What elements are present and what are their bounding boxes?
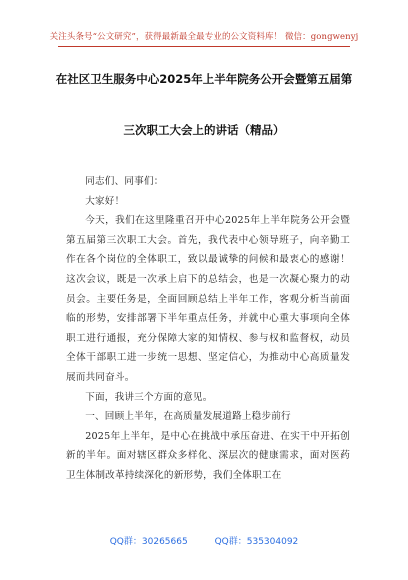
paragraph-review: 2025年上半年，是中心在挑战中承压奋进、在实干中开拓创新的半年。面对辖区群众多样化、深层次的健康需求，面对医药卫生体制改革持续深化的新形势，我们全体职工在 bbox=[66, 430, 350, 481]
footer-qq-group-2: QQ群：535304092 bbox=[214, 537, 299, 547]
document-title-line-1: 在社区卫生服务中心2025年上半年院务公开会暨第五届第 bbox=[55, 72, 353, 86]
header-notice: 关注头条号“公文研究”，获得最新最全最专业的公文资料库！ 微信：gongwenyj bbox=[49, 32, 359, 42]
header-divider bbox=[58, 46, 350, 47]
paragraph-salutation: 同志们、同事们： bbox=[85, 176, 164, 187]
footer-contacts bbox=[0, 534, 408, 547]
document-body bbox=[66, 172, 350, 486]
paragraph-opening: 今天，我们在这里隆重召开中心2025年上半年院务公开会暨第五届第三次职工大会。首先，我代表中心领导班子，向辛勤工作在各个岗位的全体职工，致以最诚挚的问候和最衷心的感谢！这次会议，既是一次承上启下的总结会，也是一次凝心聚力的动员会。主要任务是，全面回顾总结上半年工作，客观分析当前面临的形势，安排部署下半年重点任务，并就中心重大事项向全体职工进行通报，充分保障大家的知情权、参与权和监督权，动员全体干部职工进一步统一思想、坚定信心，为推动中心高质量发展而共同奋斗。 bbox=[66, 215, 350, 383]
document-title-line-2: 三次职工大会上的讲话（精品） bbox=[123, 123, 285, 137]
section-heading-1: 一、回顾上半年，在高质量发展道路上稳步前行 bbox=[85, 411, 291, 423]
paragraph-outline: 下面，我讲三个方面的意见。 bbox=[85, 391, 213, 403]
paragraph-greeting: 大家好！ bbox=[85, 195, 125, 207]
footer-qq-group-1: QQ群：30265665 bbox=[109, 537, 188, 547]
